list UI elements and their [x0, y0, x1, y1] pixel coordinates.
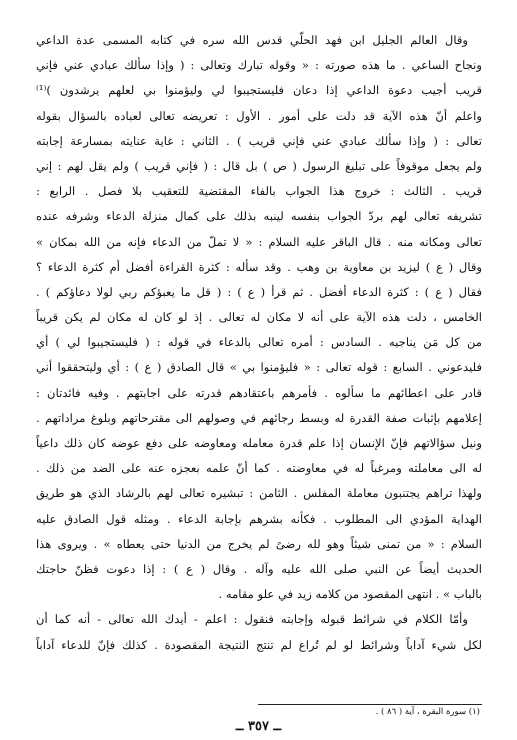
footnote: (١) سورة البقرة ، آية ( ٨٦ ) .	[375, 707, 480, 717]
text-line: واعلم أنّ هذه الآية قد دلت على أمور . الأول : تعريضه تعالى لعباده بالسؤال بقوله	[36, 108, 482, 123]
text-line: ونيل سؤالاتهم فإنّ الإنسان إذا علم قدرة معامله ومعاوضه على دفع عوضه كان ذلك داعياً	[36, 436, 482, 450]
text-line: قادر على اعطائهم ما سألوه . فأمرهم باعتقادهم قدرته على اجابتهم . وفيه فائدتان :	[36, 385, 482, 400]
page-number: ــ ٣٥٧ ــ	[235, 719, 282, 734]
text-line: قريب أجيب دعوة الداعي إذا دعان فليستجيبوا لي وليؤمنوا بي لعلهم يرشدون )⁽¹⁾	[36, 83, 482, 98]
text-line: ولهذا تراهم يجتنبون معاملة المفلس . الثامن : تبشيره تعالى لهم بالرشاد الذي هو طريق	[36, 486, 482, 501]
text-line: ولم يجعل موقوفاً على تبليغ الرسول ( ص ) بل قال : ( فإني قريب ) ولم يقل لهم : إني	[36, 158, 482, 173]
text-line: الخامس ، دلت هذه الآية على أنه لا مكان له تعالى . إذ لو كان له مكان لم يكن قريباً	[36, 310, 482, 325]
text-line: فقال ( ع ) : كثرة الدعاء أفضل . ثم قرأ ( ع ) : ( قل ما يعبؤكم ربي لولا دعاؤكم ) .	[36, 284, 482, 299]
text-line: إعلامهم بإثبات صفة القدرة له وبسط رجائهم في وصولهم الى مقترحاتهم وبلوغ مراداتهم .	[36, 410, 482, 425]
text-line: السلام : « من تمنى شيئاً وهو لله رضىً لم يخرج من الدنيا حتى يعطاه » . ويروى هذا	[36, 536, 482, 551]
text-line: وأمّا الكلام في شرائط قبوله وإجابته فنقول : اعلم - أيدك الله تعالى - أنه كما أن	[36, 612, 468, 627]
text-line: من كل مَن يناجيه . السادس : أمره تعالى بالدعاء في قوله : ( فليستجيبوا لي ) أي	[36, 335, 482, 350]
text-line: وقال ( ع ) ليزيد بن معاوية بن وهب . وقد سأله : كثرة القراءة أفضل أم كثرة الدعاء ؟	[36, 259, 482, 274]
text-line: فليدعوني . السابع : قوله تعالى : « فليؤمنوا بي » قال الصادق ( ع ) : أي وليتحققوا أني	[36, 360, 482, 375]
text-line: ونجاح الساعي . ما هذه صورته : « وقوله تبارك وتعالى : ( وإذا سألك عبادي عني فإني	[36, 58, 482, 73]
text-line: له الى معاملته ومرغباً له في معاوضته . كما أنّ علمه بعجزه عنه على الضد من ذلك .	[36, 461, 482, 476]
text-line: تعالى : ( وإذا سألك عبادي عني فإني قريب ) . الثاني : غاية عنايته بمسارعة إجابته	[36, 133, 482, 148]
text-line: وقال العالم الجليل ابن فهد الحلّي قدس الله سره في كتابه المسمى عدة الداعي	[36, 33, 468, 47]
text-line: تعالى ومكانه منه . قال الباقر عليه السلام : « لا تملّ من الدعاء فإنه من الله بمكان »	[36, 234, 482, 249]
text-line: لكل شيء آداباً وشرائط لو لم تُراع لم تنتج النتيجة المقصودة . كذلك فإنّ للدعاء آداباً	[36, 637, 482, 652]
text-line: بالباب » . انتهى المقصود من كلامه زيد في علو مقامه .	[218, 587, 482, 602]
text-line: الهداية المؤدي الى المطلوب . فكأنه بشرهم بإجابة الدعاء . ومثله قول الصادق عليه	[36, 511, 482, 526]
footnote-separator	[258, 704, 482, 705]
body-text	[36, 28, 482, 658]
text-line: الحديث أيضاً عن النبي صلى الله عليه وآله . وقال ( ع ) : إذا دعوت فظنّ حاجتك	[36, 561, 482, 576]
text-line: تشريفه تعالى لهم بردّ الجواب بنفسه لينبه بذلك على كمال منزلة الدعاء وشرفه عنده	[36, 209, 482, 224]
text-line: قريب . الثالث : خروج هذا الجواب بالفاء المقتضية للتعقيب بلا فصل . الرابع :	[36, 184, 482, 199]
